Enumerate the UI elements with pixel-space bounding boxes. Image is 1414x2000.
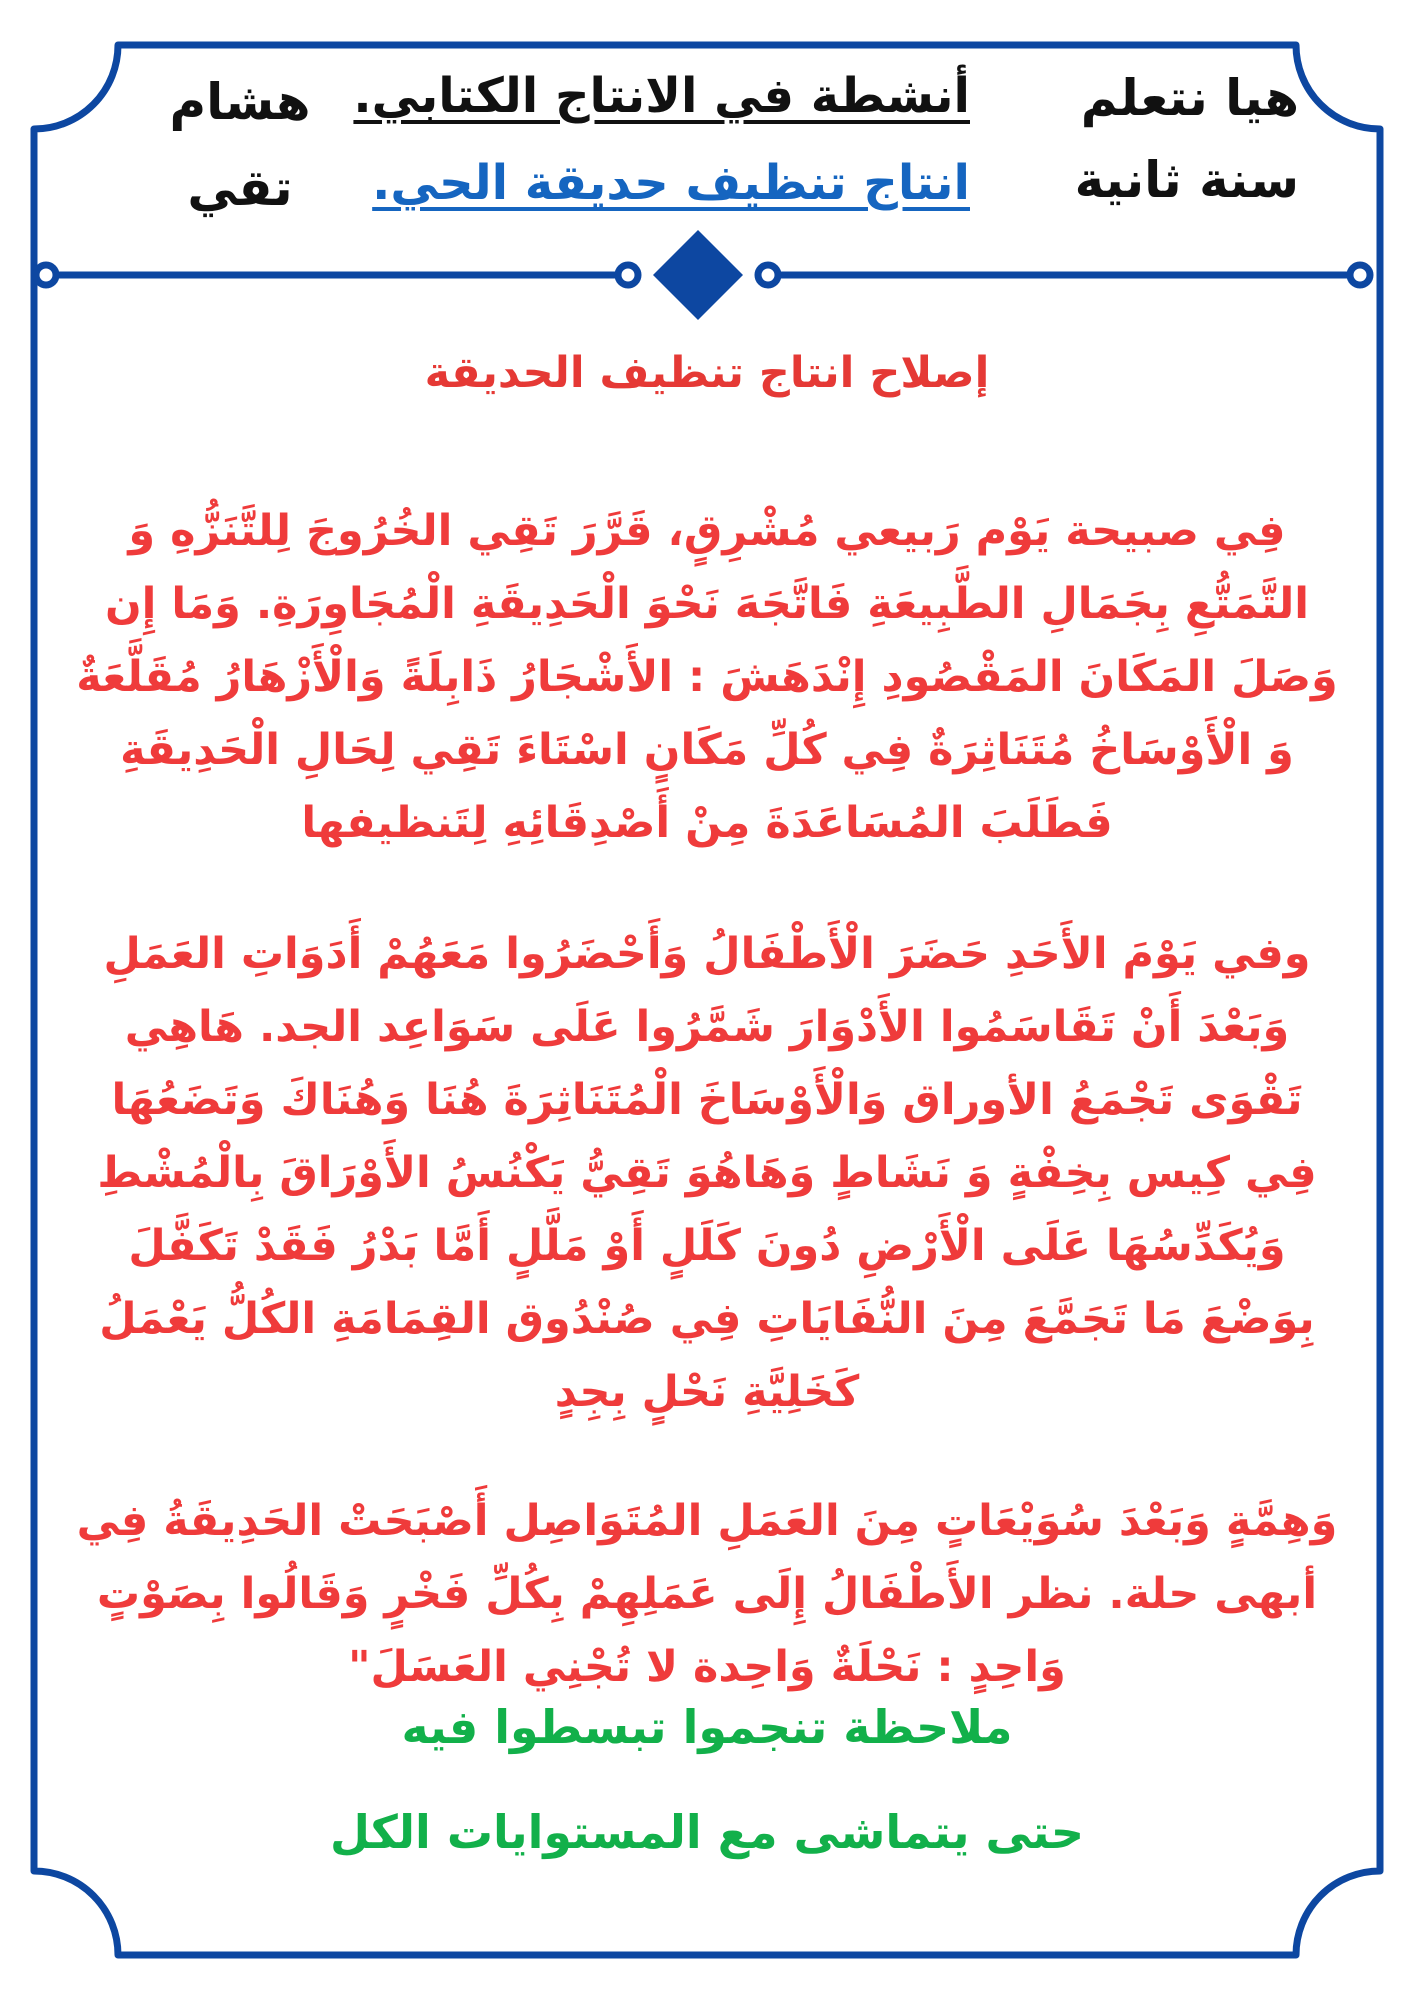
header-topic-title: انتاج تنظيف حديقة الحي. [372, 155, 970, 211]
note-line-2: حتى يتماشى مع المستوايات الكل [329, 1805, 1085, 1859]
paragraph-introduction: فِي صبيحة يَوْم رَبيعي مُشْرِقٍ، قَرَّرَ تَقِي الخُرُوجَ لِلتَّنَزُّهِ وَ التَّمَتُّعِ بِجَمَالِ الطَّبِيعَةِ فَاتَّجَهَ نَحْوَ الْحَدِيقَةِ الْمُجَاوِرَةِ. وَمَا إِن وَصَلَ المَكَانَ المَقْصُودِ إِنْدَهَشَ : الأَشْجَارُ ذَابِلَةً وَالْأَزْهَارُ مُقَلَّعَةٌ وَ الْأَوْسَاخُ مُتَنَاثِرَةٌ فِي كُلِّ مَكَانٍ اسْتَاءَ تَقِي لِحَالِ الْحَدِيقَةِ فَطَلَبَ المُسَاعَدَةَ مِنْ أَصْدِقَائِهِ لِتَنظيفها [76, 506, 1338, 848]
paragraph-body: وفي يَوْمَ الأَحَدِ حَضَرَ الْأَطْفَالُ وَأَحْضَرُوا مَعَهُمْ أَدَوَاتِ العَمَلِ وَبَعْدَ أَنْ تَقَاسَمُوا الأَدْوَارَ شَمَّرُوا عَلَى سَوَاعِد الجد. هَاهِي تَقْوَى تَجْمَعُ الأوراق وَالْأَوْسَاخَ الْمُتَنَاثِرَةَ هُنَا وَهُنَاكَ وَتَضَعُهَا فِي كِيس بِخِفْةٍ وَ نَشَاطٍ وَهَاهُوَ تَقِيُّ يَكْنُسُ الأَوْرَاقَ بِالْمُشْطِ وَيُكَدِّسُهَا عَلَى الْأَرْضِ دُونَ كَلَلٍ أَوْ مَلَّلٍ أَمَّا بَدْرُ فَقَدْ تَكَفَّلَ بِوَضْعَ مَا تَجَمَّعَ مِنَ النُّفَايَاتِ فِي صُنْدُوق القِمَامَةِ الكُلُّ يَعْمَلُ كَخَلِيَّةِ نَحْلٍ بِجِدٍ [97, 929, 1317, 1417]
paragraph-conclusion: وَهِمَّةٍ وَبَعْدَ سُوَيْعَاتٍ مِنَ العَمَلِ المُتَوَاصِل أَصْبَحَتْ الحَدِيقَةُ فِي أبهى حلة. نظر الأَطْفَالُ إِلَى عَمَلِهِمْ بِكُلِّ فَخْرٍ وَقَالُوا بِصَوْتٍ وَاحِدٍ : نَحْلَةٌ وَاحِدة لا تُجْنِي العَسَلَ" [76, 1496, 1338, 1692]
header-grade-label: سنة ثانية [1074, 151, 1299, 209]
author-first-name: هشام [169, 73, 311, 131]
header-activity-title: أنشطة في الانتاج الكتابي. [353, 68, 970, 124]
section-title: إصلاح انتاج تنظيف الحديقة [424, 348, 990, 398]
author-last-name: تقي [187, 159, 293, 217]
note-line-1: ملاحظة تنجموا تبسطوا فيه [401, 1700, 1013, 1754]
header-series-label: هيا نتعلم [1080, 69, 1299, 127]
